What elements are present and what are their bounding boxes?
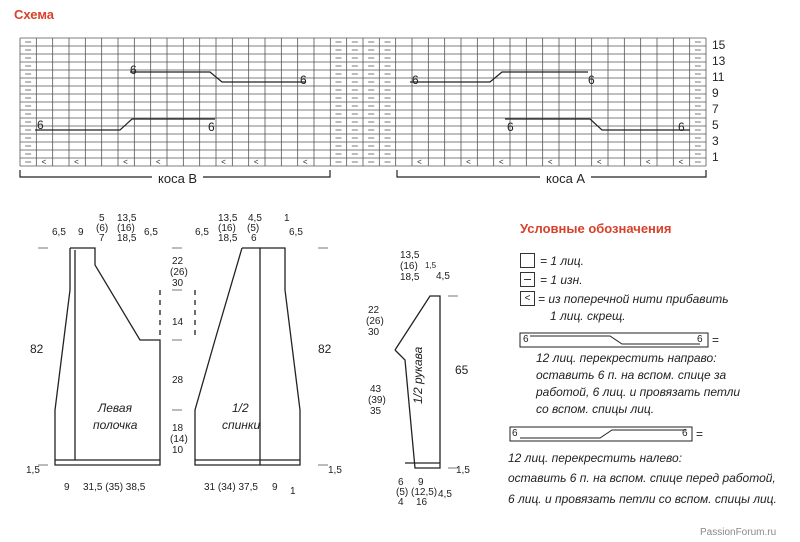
increase-mark: < bbox=[74, 157, 79, 167]
cable-a-label: коса А bbox=[540, 172, 591, 185]
increase-mark: < bbox=[466, 157, 471, 167]
row-number: 11 bbox=[712, 70, 725, 84]
chart-title: Схема bbox=[14, 7, 55, 22]
increase-mark: < bbox=[302, 157, 308, 167]
increase-mark: < bbox=[645, 157, 651, 167]
increase-mark: < bbox=[547, 157, 553, 167]
legend-title: Условные обозначения bbox=[520, 221, 672, 236]
increase-mark: < bbox=[253, 157, 259, 167]
increase-mark: < bbox=[498, 157, 504, 167]
increase-mark: < bbox=[123, 157, 128, 167]
increase-mark: < bbox=[417, 157, 422, 167]
increase-mark: < bbox=[41, 157, 47, 167]
row-number: 5 bbox=[712, 118, 719, 132]
row-number: 9 bbox=[712, 86, 719, 100]
increase-mark: < bbox=[221, 157, 226, 167]
back-label: 1/2 bbox=[232, 401, 249, 415]
row-number: 7 bbox=[712, 102, 719, 116]
increase-symbol: < bbox=[520, 291, 535, 306]
increase-mark: < bbox=[155, 157, 161, 167]
row-number: 13 bbox=[712, 54, 726, 68]
row-number: 3 bbox=[712, 134, 719, 148]
increase-mark: < bbox=[678, 157, 684, 167]
front-label: Левая bbox=[98, 401, 132, 415]
cable-b-label: коса В bbox=[152, 172, 203, 185]
increase-mark: < bbox=[596, 157, 602, 167]
watermark: PassionForum.ru bbox=[700, 527, 777, 538]
row-number: 15 bbox=[712, 38, 726, 52]
row-number: 1 bbox=[712, 150, 719, 164]
sleeve-label: 1/2 рукава bbox=[411, 346, 425, 404]
